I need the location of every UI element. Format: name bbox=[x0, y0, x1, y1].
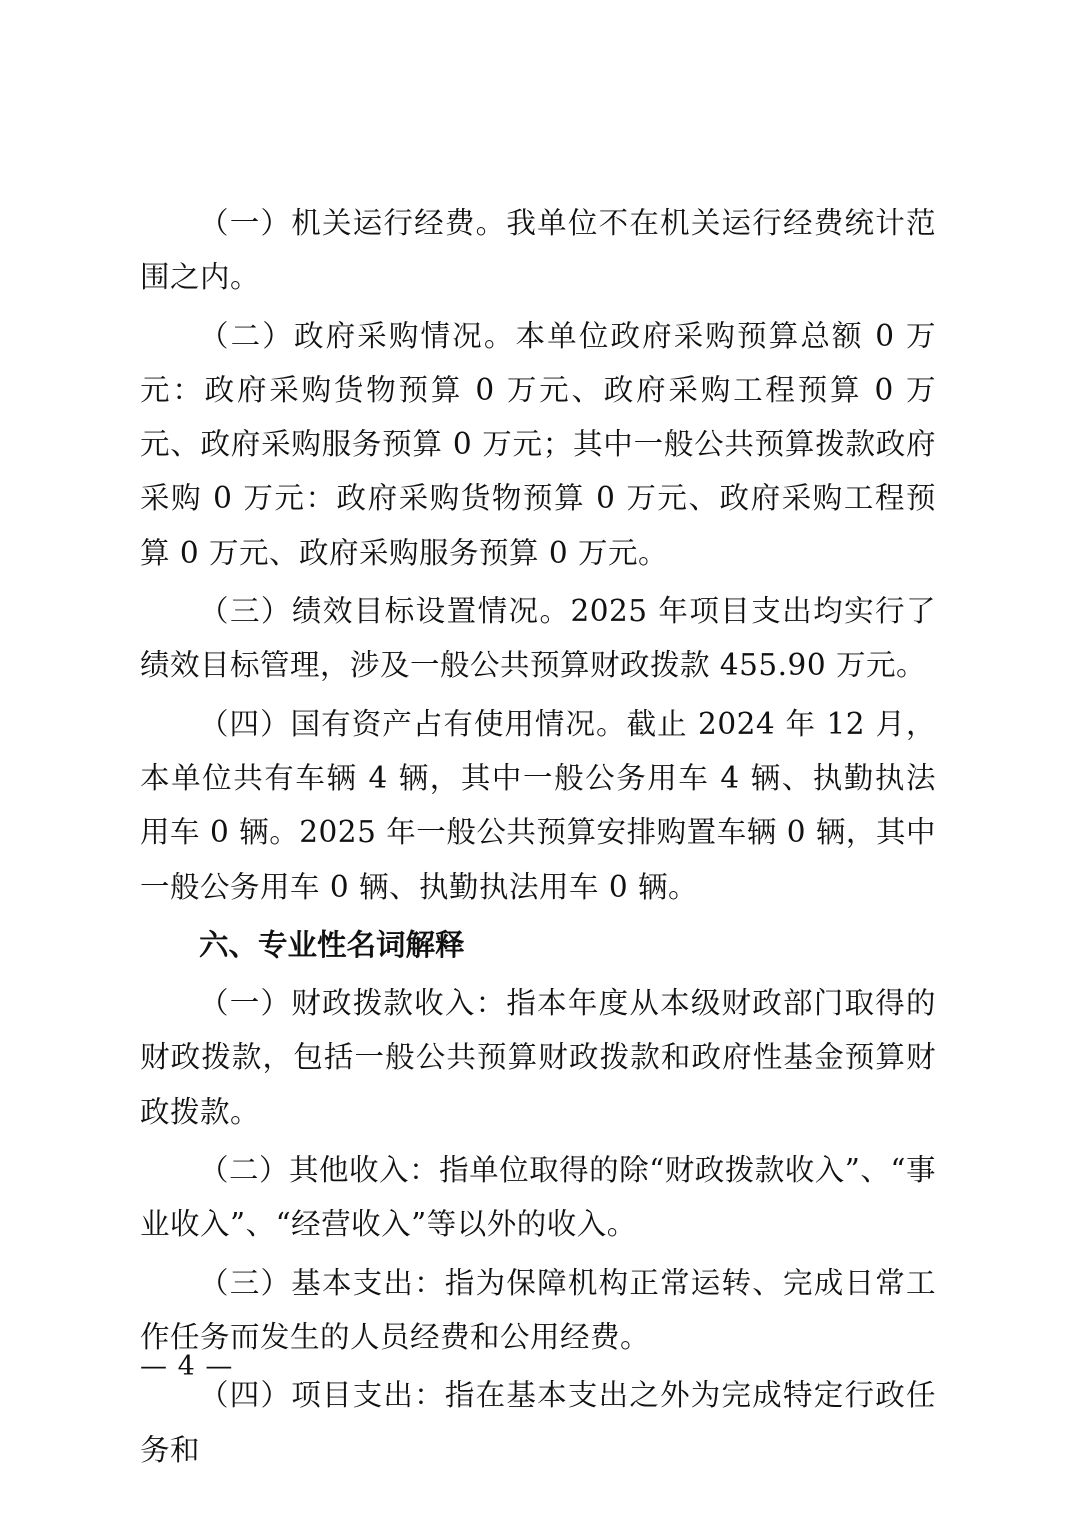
paragraph-lead: （一）机关运行经费。 bbox=[199, 206, 507, 240]
definition-term: （三）基本支出： bbox=[199, 1265, 445, 1300]
paragraph-lead: （四）国有资产占有使用情况。 bbox=[199, 706, 627, 741]
definition-term: （一）财政拨款收入： bbox=[199, 986, 507, 1021]
definition-project-expenditure bbox=[140, 1368, 936, 1477]
document-body bbox=[140, 196, 936, 1477]
page-number: — 4 — bbox=[140, 1351, 234, 1382]
paragraph-text: 2025 年项目支出均实行了绩效目标管理，涉及一般公共预算财政拨款 455.90 万元。 bbox=[140, 594, 936, 683]
definition-text: 指为保障机构正常运转、完成日常工作任务而发生的人员经费和公用经费。 bbox=[140, 1265, 936, 1354]
paragraph-gov-procurement bbox=[140, 309, 936, 580]
definition-fiscal-income bbox=[140, 976, 936, 1139]
definition-other-income bbox=[140, 1143, 936, 1252]
definition-text: 指单位取得的除“财政拨款收入”、“事业收入”、“经营收入”等以外的收入。 bbox=[140, 1153, 936, 1242]
section-heading: 六、专业性名词解释 bbox=[199, 927, 465, 962]
paragraph-text: 我单位不在机关运行经费统计范围之内。 bbox=[140, 206, 936, 295]
paragraph-lead: （二）政府采购情况。 bbox=[199, 318, 516, 353]
definition-term: （四）项目支出： bbox=[199, 1378, 445, 1413]
definition-text: 指本年度从本级财政部门取得的财政拨款，包括一般公共预算财政拨款和政府性基金预算财政拨款。 bbox=[140, 986, 936, 1129]
paragraph-text: 截止 2024 年 12 月，本单位共有车辆 4 辆，其中一般公务用车 4 辆、执勤执法用车 0 辆。2025 年一般公共预算安排购置车辆 0 辆，其中一般公务用车 0 辆、执勤执法用车 0 辆。 bbox=[140, 706, 936, 904]
definition-term: （二）其他收入： bbox=[199, 1153, 440, 1188]
paragraph-text: 本单位政府采购预算总额 0 万元：政府采购货物预算 0 万元、政府采购工程预算 0 万元、政府采购服务预算 0 万元；其中一般公共预算拨款政府采购 0 万元：政府采购货物预算 0 万元、政府采购工程预算 0 万元、政府采购服务预算 0 万元。 bbox=[140, 318, 936, 570]
paragraph-state-assets bbox=[140, 697, 936, 914]
definition-basic-expenditure bbox=[140, 1256, 936, 1365]
paragraph-performance-targets bbox=[140, 584, 936, 693]
definition-text: 指在基本支出之外为完成特定行政任务和 bbox=[140, 1378, 936, 1467]
paragraph-admin-expenses bbox=[140, 196, 936, 305]
paragraph-lead: （三）绩效目标设置情况。 bbox=[199, 594, 571, 629]
